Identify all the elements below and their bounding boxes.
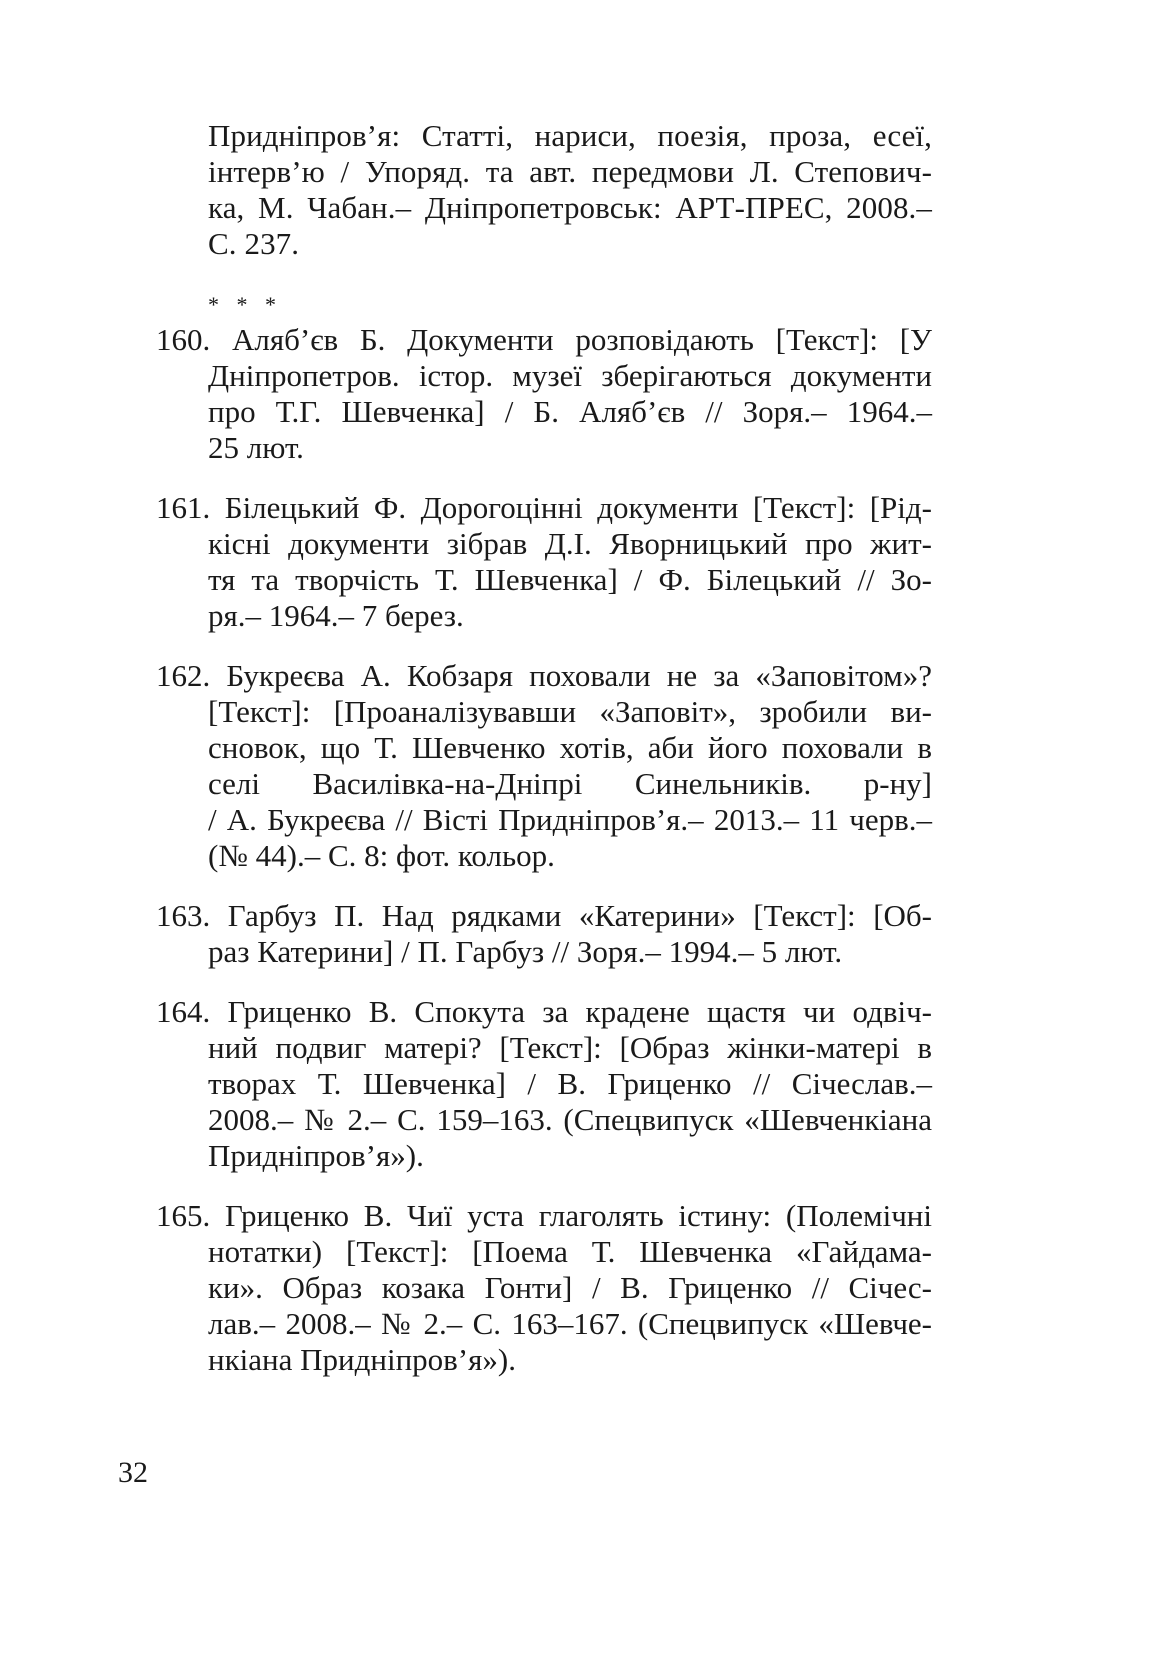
entry-line: сновок, що Т. Шевченко хотів, аби його поховали в bbox=[208, 730, 932, 765]
section-separator: * * * bbox=[208, 292, 282, 317]
bibliography-entry bbox=[156, 898, 932, 970]
entry-line: 2008.– № 2.– С. 159–163. (Спецвипуск «Шевченкіана bbox=[208, 1102, 932, 1137]
entry-line: / А. Букреєва // Вісті Придніпров’я.– 2013.– 11 черв.– bbox=[208, 802, 932, 837]
entry-line: [Текст]: [Проаналізувавши «Заповіт», зробили ви- bbox=[208, 694, 932, 729]
page-number: 32 bbox=[118, 1456, 148, 1489]
entry-line: 160. Аляб’єв Б. Документи розповідають [Текст]: [У bbox=[156, 322, 932, 357]
entry-line: нотатки) [Текст]: [Поема Т. Шевченка «Гайдама- bbox=[208, 1234, 932, 1269]
entry-line: ний подвиг матері? [Текст]: [Образ жінки-матері в bbox=[208, 1030, 932, 1065]
entry-line: (№ 44).– С. 8: фот. кольор. bbox=[208, 838, 555, 873]
entry-line: раз Катерини] / П. Гарбуз // Зоря.– 1994.– 5 лют. bbox=[208, 934, 843, 969]
entry-line: 25 лют. bbox=[208, 430, 304, 465]
bibliography-entry bbox=[156, 490, 932, 634]
bibliography-entry bbox=[156, 994, 932, 1174]
entry-line: тя та творчість Т. Шевченка] / Ф. Білецький // Зо- bbox=[208, 562, 932, 597]
continued-entry bbox=[208, 118, 932, 262]
entry-line: 164. Гриценко В. Спокута за крадене щастя чи одвіч- bbox=[156, 994, 932, 1029]
entry-line: нкіана Придніпров’я»). bbox=[208, 1342, 516, 1377]
entry-line: 163. Гарбуз П. Над рядками «Катерини» [Текст]: [Об- bbox=[156, 898, 932, 933]
entry-line: кісні документи зібрав Д.І. Яворницький про жит- bbox=[208, 526, 932, 561]
entry-line: 165. Гриценко В. Чиї уста глаголять істину: (Полемічні bbox=[156, 1198, 932, 1233]
text-line: ка, М. Чабан.– Дніпропетровськ: АРТ-ПРЕС, 2008.– bbox=[208, 190, 932, 225]
bibliography-entry bbox=[156, 1198, 932, 1378]
entry-line: ря.– 1964.– 7 берез. bbox=[208, 598, 464, 633]
text-line: Придніпров’я: Статті, нариси, поезія, проза, есеї, bbox=[208, 118, 932, 153]
entry-line: лав.– 2008.– № 2.– С. 163–167. (Спецвипуск «Шевче- bbox=[208, 1306, 932, 1341]
entry-line: про Т.Г. Шевченка] / Б. Аляб’єв // Зоря.– 1964.– bbox=[208, 394, 932, 429]
text-line: інтерв’ю / Упоряд. та авт. передмови Л. Степович- bbox=[208, 154, 932, 189]
entry-line: 161. Білецький Ф. Дорогоцінні документи [Текст]: [Рід- bbox=[156, 490, 932, 525]
entry-line: 162. Букреєва А. Кобзаря поховали не за «Заповітом»? bbox=[156, 658, 932, 693]
entry-line: Придніпров’я»). bbox=[208, 1138, 424, 1173]
bibliography-entry bbox=[156, 322, 932, 466]
entry-line: Дніпропетров. істор. музеї зберігаються документи bbox=[208, 358, 932, 393]
text-line: С. 237. bbox=[208, 226, 300, 261]
entry-line: творах Т. Шевченка] / В. Гриценко // Січеслав.– bbox=[208, 1066, 932, 1101]
entry-line: селі Василівка-на-Дніпрі Синельників. р-ну] bbox=[208, 766, 932, 801]
bibliography-entry bbox=[156, 658, 932, 874]
entry-line: ки». Образ козака Гонти] / В. Гриценко // Січес- bbox=[208, 1270, 932, 1305]
